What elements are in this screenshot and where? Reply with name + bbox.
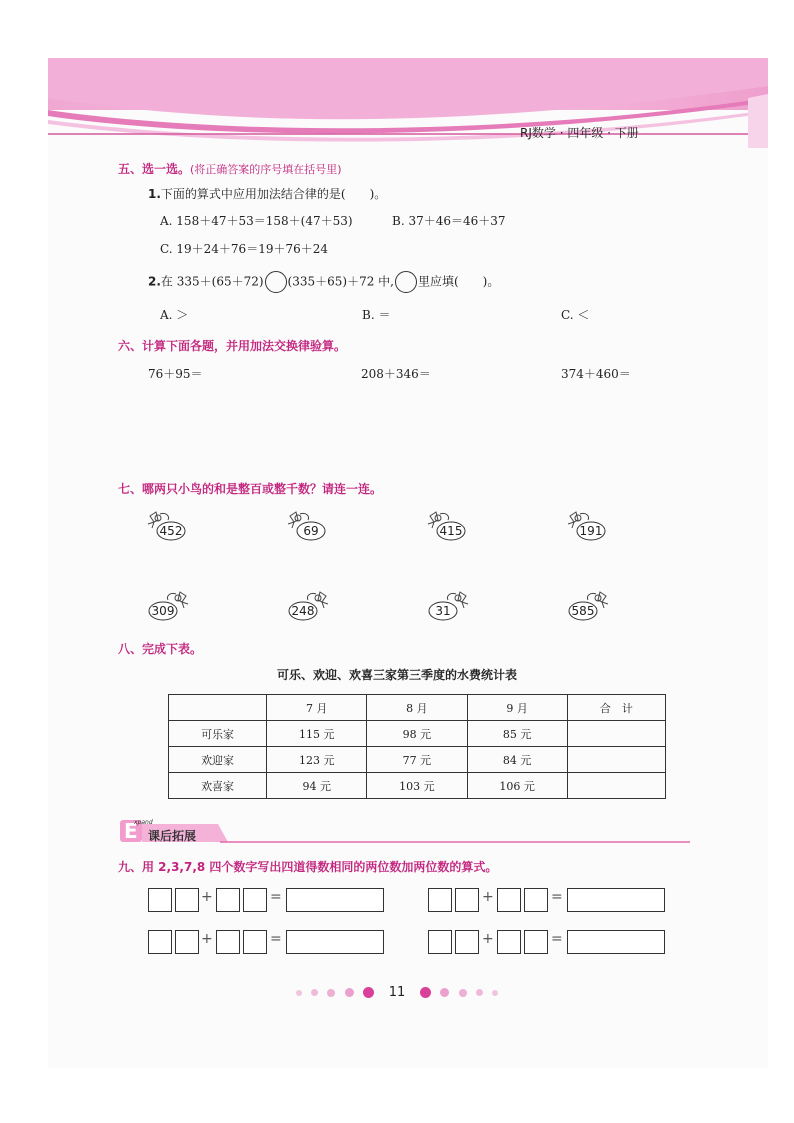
bird-number: 415 xyxy=(439,524,463,538)
table-header-cell: 7 月 xyxy=(267,695,367,721)
pager-dot xyxy=(420,987,431,998)
q2-stem xyxy=(148,271,499,293)
bird-top-4[interactable] xyxy=(566,510,610,544)
bird-top-2[interactable] xyxy=(286,510,330,544)
table-row xyxy=(169,747,666,773)
section7-title: 七、哪两只小鸟的和是整百或整千数？请连一连。 xyxy=(118,482,383,496)
section5-note: (将正确答案的序号填在括号里) xyxy=(190,163,342,176)
digit-box[interactable] xyxy=(243,888,267,912)
pager-dot xyxy=(311,989,318,996)
digit-box[interactable] xyxy=(428,888,452,912)
bird-number: 585 xyxy=(571,604,595,618)
plus-sign: + xyxy=(201,931,213,947)
expand-letter: E xyxy=(124,819,138,843)
calc-problem-3: 374＋460＝ xyxy=(561,367,631,381)
bird-bottom-3[interactable] xyxy=(426,590,470,624)
pager-dot xyxy=(476,989,483,996)
digit-box[interactable] xyxy=(148,930,172,954)
table-row xyxy=(169,773,666,799)
q2-option-a: A. ＞ xyxy=(160,308,189,322)
bird-number: 452 xyxy=(159,524,183,538)
table-cell: 98 元 xyxy=(367,721,467,747)
q2-text-b: (335＋65)＋72 中, xyxy=(287,274,394,289)
expand-small: xpand xyxy=(134,819,153,826)
digit-box[interactable] xyxy=(216,930,240,954)
pager-dot xyxy=(459,989,467,997)
section5-title xyxy=(118,160,342,177)
digit-box[interactable] xyxy=(497,888,521,912)
section6-title: 六、计算下面各题，并用加法交换律验算。 xyxy=(118,339,347,353)
bird-number: 69 xyxy=(303,524,319,538)
equals-sign: = xyxy=(551,931,563,947)
bird-number: 248 xyxy=(291,604,315,618)
q1-text: 下面的算式中应用加法结合律的是( )。 xyxy=(160,187,387,201)
table-cell: 94 元 xyxy=(267,773,367,799)
pager-dot xyxy=(327,989,335,997)
q2-option-b: B. ＝ xyxy=(362,308,391,322)
digit-box[interactable] xyxy=(175,930,199,954)
q2-text-c: 里应填( )。 xyxy=(417,274,500,289)
bird-bottom-4[interactable] xyxy=(566,590,610,624)
pager-dot xyxy=(345,988,354,997)
digit-box[interactable] xyxy=(216,888,240,912)
table-title: 可乐、欢迎、欢喜三家第三季度的水费统计表 xyxy=(276,668,517,682)
table-cell: 77 元 xyxy=(367,747,467,773)
bird-number: 31 xyxy=(435,604,451,618)
table-header-row xyxy=(169,695,666,721)
expand-label: 课后拓展 xyxy=(148,829,197,843)
total-cell[interactable] xyxy=(567,773,665,799)
q1-stem xyxy=(148,185,386,202)
pager-dot xyxy=(492,990,498,996)
table-cell: 85 元 xyxy=(467,721,567,747)
q2-text-a: 在 335＋(65＋72) xyxy=(160,274,264,289)
expand-banner xyxy=(120,818,690,844)
calc-problem-1: 76＋95＝ xyxy=(148,367,203,381)
bird-top-1[interactable] xyxy=(146,510,190,544)
row-label: 可乐家 xyxy=(169,721,267,747)
q1-number: 1. xyxy=(148,187,161,201)
bird-top-3[interactable] xyxy=(426,510,470,544)
page-number-bar xyxy=(0,982,794,1001)
page-number: 11 xyxy=(388,985,406,1000)
digit-box[interactable] xyxy=(175,888,199,912)
q1-option-c: C. 19＋24＋76＝19＋76＋24 xyxy=(160,242,329,256)
digit-box[interactable] xyxy=(148,888,172,912)
total-cell[interactable] xyxy=(567,721,665,747)
q2-number: 2. xyxy=(148,274,161,289)
digit-box[interactable] xyxy=(455,888,479,912)
digit-box[interactable] xyxy=(524,888,548,912)
result-box[interactable] xyxy=(567,930,665,954)
total-cell[interactable] xyxy=(567,747,665,773)
pager-dot xyxy=(440,988,449,997)
result-box[interactable] xyxy=(567,888,665,912)
book-title: RJ数学 · 四年级 · 下册 xyxy=(520,126,639,140)
table-header-cell: 8 月 xyxy=(367,695,467,721)
section9-title: 九、用 2,3,7,8 四个数字写出四道得数相同的两位数加两位数的算式。 xyxy=(118,860,498,874)
table-row xyxy=(169,721,666,747)
bird-bottom-2[interactable] xyxy=(286,590,330,624)
row-label: 欢迎家 xyxy=(169,747,267,773)
page-background xyxy=(48,58,768,1068)
equals-sign: = xyxy=(551,889,563,905)
table-cell: 115 元 xyxy=(267,721,367,747)
table-cell: 103 元 xyxy=(367,773,467,799)
bird-bottom-1[interactable] xyxy=(146,590,190,624)
table-cell: 106 元 xyxy=(467,773,567,799)
digit-box[interactable] xyxy=(243,930,267,954)
table-header-cell: 9 月 xyxy=(467,695,567,721)
table-cell: 123 元 xyxy=(267,747,367,773)
q2-option-c: C. ＜ xyxy=(561,308,590,322)
table-header-cell: 合 计 xyxy=(567,695,665,721)
answer-circle-2 xyxy=(395,271,417,293)
calc-problem-2: 208＋346＝ xyxy=(361,367,431,381)
q1-option-b: B. 37＋46＝46＋37 xyxy=(392,214,506,228)
row-label: 欢喜家 xyxy=(169,773,267,799)
pager-dot xyxy=(363,987,374,998)
equals-sign: = xyxy=(270,889,282,905)
section8-title: 八、完成下表。 xyxy=(118,642,203,656)
section5-heading: 五、选一选。 xyxy=(118,162,191,176)
equals-sign: = xyxy=(270,931,282,947)
q1-option-a: A. 158＋47＋53＝158＋(47＋53) xyxy=(160,214,353,228)
digit-box[interactable] xyxy=(497,930,521,954)
header-band xyxy=(48,58,768,148)
bird-number: 309 xyxy=(151,604,175,618)
water-fee-table xyxy=(168,694,666,799)
plus-sign: + xyxy=(482,889,494,905)
answer-circle-1[interactable] xyxy=(265,271,287,293)
result-box[interactable] xyxy=(286,930,384,954)
plus-sign: + xyxy=(201,889,213,905)
pager-dot xyxy=(296,990,302,996)
plus-sign: + xyxy=(482,931,494,947)
digit-box[interactable] xyxy=(428,930,452,954)
table-header-cell xyxy=(169,695,267,721)
digit-box[interactable] xyxy=(524,930,548,954)
digit-box[interactable] xyxy=(455,930,479,954)
result-box[interactable] xyxy=(286,888,384,912)
bird-number: 191 xyxy=(579,524,603,538)
table-cell: 84 元 xyxy=(467,747,567,773)
